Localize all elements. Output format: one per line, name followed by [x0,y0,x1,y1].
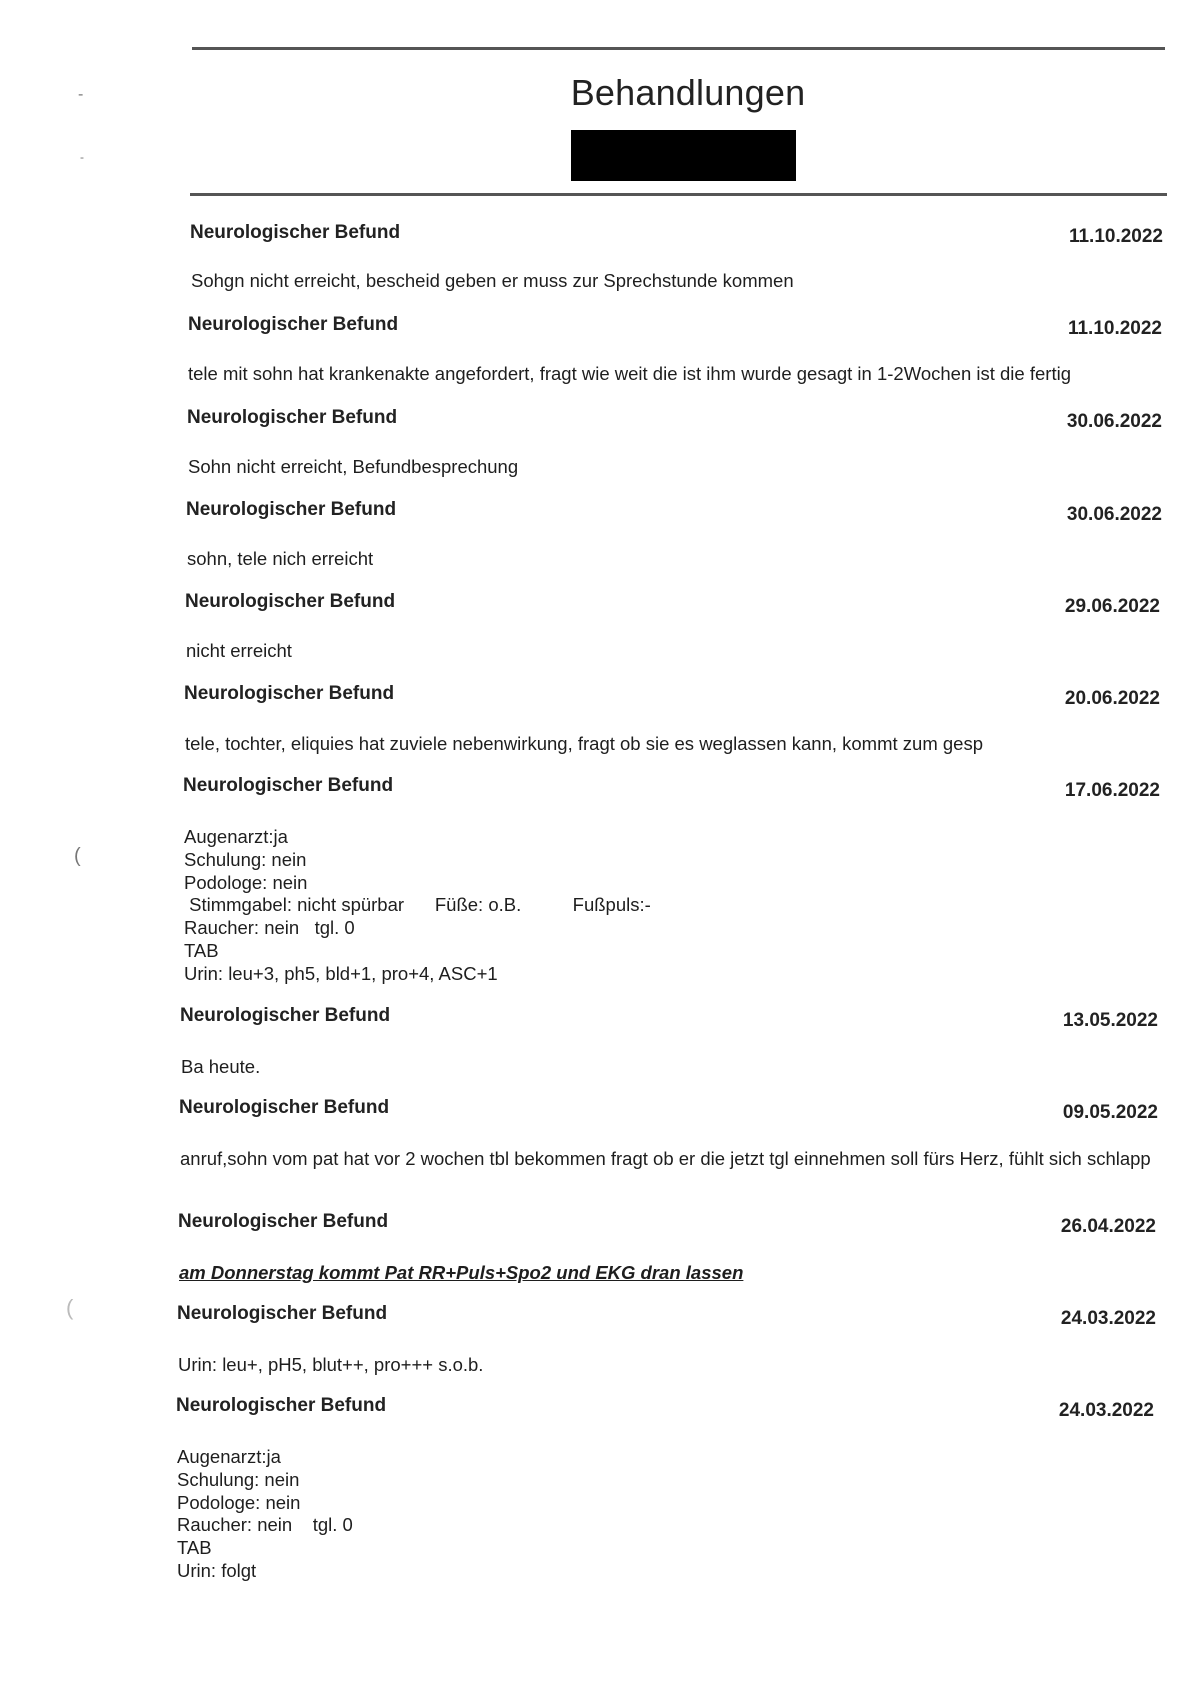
entry-text: Schulung: nein [184,848,307,870]
entry-heading: Neurologischer Befund [186,499,397,520]
entry-date: 24.03.2022 [1058,1400,1154,1421]
entry-text: Augenarzt:ja [184,826,288,847]
entry-heading: Neurologischer Befund [187,407,398,428]
entry-text: nicht erreicht [186,640,292,661]
entry-text: Raucher: nein tgl. 0 [184,917,355,939]
document-title: Behandlungen [570,72,806,113]
margin-mark: - [80,150,84,164]
entry-text: tele, tochter, eliquies hat zuviele nebenwirkung, fragt ob sie es weglassen kann, kommt zum gesp [185,733,983,754]
entry-text: Ba heute. [181,1056,261,1077]
entry-date: 26.04.2022 [1060,1216,1156,1237]
entry-date: 20.06.2022 [1064,688,1160,709]
entry-heading: Neurologischer Befund [176,1395,387,1416]
entry-heading: Neurologischer Befund [177,1303,388,1324]
entry-text: am Donnerstag kommt Pat RR+Puls+Spo2 und EKG dran lassen [179,1262,744,1283]
entry-heading: Neurologischer Befund [188,314,399,335]
entry-date: 09.05.2022 [1062,1102,1158,1123]
entry-text: Schulung: nein [177,1468,300,1490]
entry-text: TAB [177,1537,212,1559]
entry-date: 11.10.2022 [1068,226,1163,247]
redaction-block [571,130,796,181]
entry-heading: Neurologischer Befund [183,775,394,796]
margin-mark: ( [74,845,81,867]
entry-heading: Neurologischer Befund [179,1097,390,1118]
header-rule-top [192,47,1165,50]
entry-text: sohn, tele nich erreicht [187,548,374,569]
entry-date: 30.06.2022 [1066,411,1162,432]
entry-heading: Neurologischer Befund [190,222,401,243]
entry-text: Sohgn nicht erreicht, bescheid geben er muss zur Sprechstunde kommen [191,270,794,291]
entry-text: Raucher: nein tgl. 0 [177,1514,353,1536]
entry-text: Sohn nicht erreicht, Befundbesprechung [188,456,519,477]
entry-date: 11.10.2022 [1067,318,1162,339]
entry-text: Urin: leu+, pH5, blut++, pro+++ s.o.b. [178,1354,484,1375]
entry-date: 29.06.2022 [1064,596,1160,617]
entry-text: Urin: folgt [177,1560,257,1581]
margin-mark: - [78,86,84,103]
entry-heading: Neurologischer Befund [185,591,396,612]
entry-text: Augenarzt:ja [177,1446,281,1467]
entry-heading: Neurologischer Befund [184,683,395,704]
margin-mark: ( [66,1295,74,1320]
entry-heading: Neurologischer Befund [178,1211,389,1232]
entry-text: Podologe: nein [177,1491,301,1513]
entry-date: 30.06.2022 [1066,504,1162,525]
entry-text: anruf,sohn vom pat hat vor 2 wochen tbl bekommen fragt ob er die jetzt tgl einnehmen soll fürs Herz, fühlt sich schlapp [180,1148,1151,1169]
entry-date: 17.06.2022 [1064,780,1160,801]
entry-text: Stimmgabel: nicht spürbar Füße: o.B. Fußpuls:- [184,894,651,916]
header-rule-bottom [190,193,1167,196]
entry-heading: Neurologischer Befund [180,1005,391,1026]
entry-text: Podologe: nein [184,871,308,893]
entry-date: 24.03.2022 [1060,1308,1156,1329]
entry-date: 13.05.2022 [1062,1010,1158,1031]
entry-text: TAB [184,940,219,961]
entry-text: tele mit sohn hat krankenakte angefordert, fragt wie weit die ist ihm wurde gesagt in 1-2Wochen ist die fertig [188,363,1071,384]
entry-text: Urin: leu+3, ph5, bld+1, pro+4, ASC+1 [184,962,498,984]
